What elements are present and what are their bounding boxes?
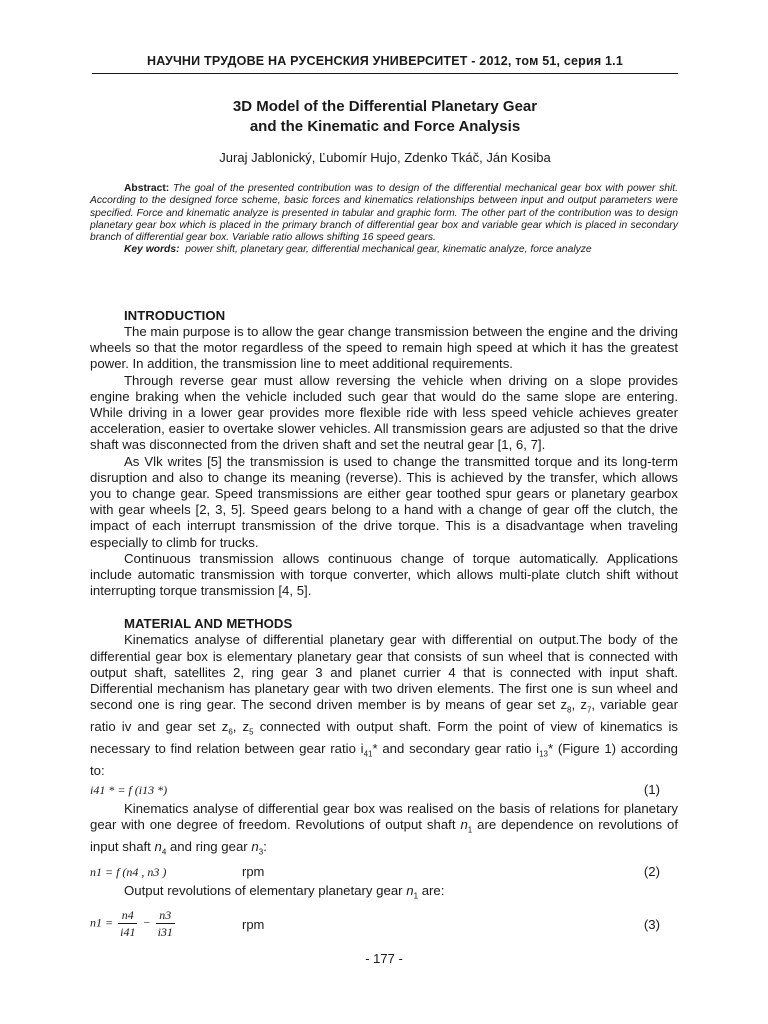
- abstract-paragraph: [90, 183, 678, 244]
- equation-3-formula: n1 = $\frac{n4}{i41}$ − $\frac{n3}{i31}$: [90, 907, 173, 939]
- equation-2-number: (2): [643, 863, 660, 879]
- intro-paragraph-2: Through reverse gear must allow reversing the vehicle when driving on a slope provides engine braking when the vehicle included such gear that would do the same slope are entering. While driving in a lower gear provides more flexible ride with less speed vehicle achieves greater acceleration, easier to overtake slower vehicles. All transmission gears are adjusted so that the drive shaft was disconnected from the driven shaft and set the neutral gear [1, 6, 7].: [90, 372, 678, 453]
- section-gap: [90, 599, 678, 615]
- keywords-text: power shift, planetary gear, differential mechanical gear, kinematic analyze, force analyze: [185, 244, 592, 256]
- intro-paragraph-3: As Vlk writes [5] the transmission is used to change the transmitted torque and its long-term disruption and also to change its meaning (reverse). This is achieved by the transfer, which allows you to change gear. Speed transmissions are either gear toothed spur gears or planetary gearbox with gear wheels [2, 3, 5]. Speed gears belong to a hand with a change of gear off the clutch, the impact of each interrupt transmission of the drive torque. This is a disadvantage when traveling especially to climb for trucks.: [90, 453, 678, 550]
- paper-body: [90, 307, 678, 945]
- equation-3: [90, 905, 678, 945]
- page-number: - 177 -: [365, 951, 403, 966]
- journal-header: НАУЧНИ ТРУДОВЕ НА РУСЕНСКИЯ УНИВЕРСИТЕТ - 2012, том 51, серия 1.1: [146, 54, 624, 68]
- equation-1: [90, 779, 678, 801]
- fraction-2: $\frac{n3}{i31}$: [157, 907, 173, 939]
- abstract-label: Abstract:: [124, 183, 170, 194]
- authors: Juraj Jablonický, Ľubomír Hujo, Zdenko Tkáč, Ján Kosiba: [219, 150, 551, 165]
- abstract-text: The goal of the presented contribution was to design of the differential mechanical gear box with power shit. According to the designed force scheme, basic forces and kinematics relationships between input and output parameters were specified. Force and kinematic analyze is presented in tabular and graphic form. The other part of the contribution was to design planetary gear box which is placed in the primary branch of differential gear box and variable gear which is placed in secondary branch of differential gear box. Variable ratio allows shifting 16 speed gears.: [90, 183, 678, 244]
- header-rule: [92, 73, 678, 74]
- equation-2: [90, 861, 678, 883]
- equation-2-formula: n1 = f (n4 , n3 ): [90, 864, 167, 879]
- intro-paragraph-4: Continuous transmission allows continuous change of torque automatically. Applications include automatic transmission with torque converter, which allows multi-plate clutch shift without interrupting torque transmission [4, 5].: [90, 550, 678, 599]
- paper-title: [92, 97, 678, 137]
- equation-2-unit: rpm: [242, 863, 265, 879]
- equation-1-number: (1): [643, 782, 660, 797]
- title-line-2: and the Kinematic and Force Analysis: [249, 118, 521, 135]
- abstract: [90, 183, 678, 257]
- equation-1-formula: i41 * = f (i13 *): [90, 783, 168, 797]
- methods-paragraph-3: Output revolutions of elementary planetary gear $n_1$ are:: [124, 882, 445, 901]
- equation-3-unit: rpm: [242, 916, 265, 932]
- intro-paragraph-1: The main purpose is to allow the gear change transmission between the engine and the driving wheels so that the motor regardless of the speed to remain high speed at which it has the greatest power. In addition, the transmission line to meet additional requirements.: [90, 324, 678, 372]
- methods-paragraph-2: Kinematics analyse of differential gear box was realised on the basis of relations for planetary gear with one degree of freedom. Revolutions of output shaft $n_1$ are dependence on revolutions of input shaft $n_4$ and ring gear $n_3$:: [90, 801, 678, 857]
- fraction-1: $\frac{n4}{i41}$: [120, 907, 136, 939]
- keywords-label: Key words:: [124, 244, 180, 256]
- introduction-heading: INTRODUCTION: [124, 308, 226, 323]
- keywords-paragraph: [90, 244, 678, 256]
- methods-paragraph-1: Kinematics analyse of differential planetary gear with differential on output.The body of the differential gear box is elementary planetary gear that consists of sun wheel that is connected with output shaft, satellites 2, ring gear 3 and planet currier 4 that is connected with input shaft. Differential mechanism has planetary gear with two driven elements. The first one is sun wheel and second one is ring gear. The second driven member is by means of gear set $z_8$, $z_7$, variable gear ratio iv and gear set $z_6$, $z_5$ connected with output shaft. Form the point of view of kinematics is necessary to find relation between gear ratio $i_{41}*$ and secondary gear ratio $i_{13}*$ (Figure 1) according to:: [90, 632, 679, 778]
- equation-3-number: (3): [643, 916, 660, 932]
- title-line-1: 3D Model of the Differential Planetary Gear: [232, 98, 538, 115]
- methods-heading: MATERIAL AND METHODS: [124, 616, 293, 632]
